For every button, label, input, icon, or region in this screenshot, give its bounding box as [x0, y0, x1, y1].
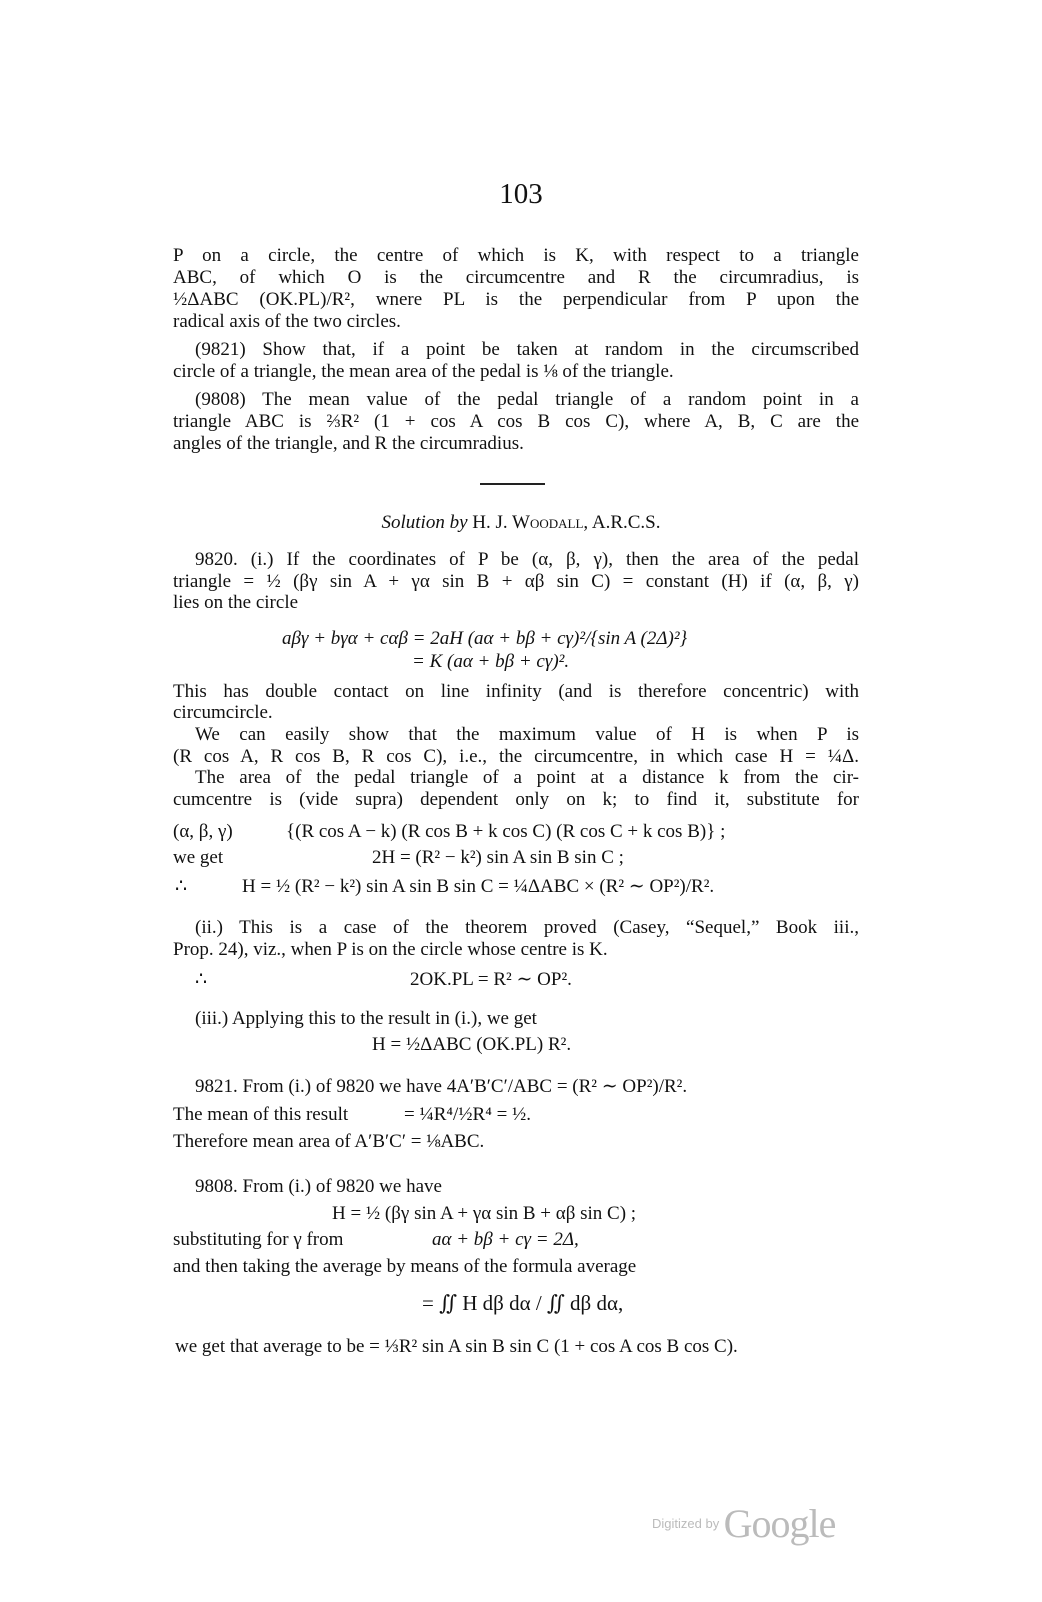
solution-byline: [0, 512, 1042, 534]
google-logo: Google: [723, 1501, 836, 1546]
equation: 2OK.PL = R² ∼ OP².: [410, 969, 572, 990]
therefore-symbol: ∴: [195, 969, 208, 990]
equation: 2H = (R² − k²) sin A sin B sin C ;: [372, 847, 624, 868]
text-line: This has double contact on line infinity (and is therefore concentric) with: [173, 681, 859, 702]
text-line: ABC, of which O is the circumcentre and R the circumradius, is: [173, 267, 859, 288]
text-line: P on a circle, the centre of which is K, with respect to a triangle: [173, 245, 859, 266]
text-line: (ii.) This is a case of the theorem proved (Casey, “Sequel,” Book iii.,: [195, 917, 859, 938]
integral-formula: = ∬ H dβ dα / ∬ dβ dα,: [422, 1291, 624, 1315]
watermark-prefix: Digitized by: [652, 1516, 720, 1531]
text-line: (α, β, γ): [173, 821, 233, 842]
text-line: circumcircle.: [173, 702, 273, 723]
equation: H = ½ (βγ sin A + γα sin B + αβ sin C) ;: [332, 1203, 637, 1224]
problem-9821: (9821) Show that, if a point be taken at random in the circumscribed: [195, 339, 859, 360]
text-line: lies on the circle: [173, 592, 299, 613]
text-line: (R cos A, R cos B, R cos C), i.e., the circumcentre, in which case H = ¼Δ.: [173, 746, 859, 767]
text-line: 9821. From (i.) of 9820 we have 4A′B′C′/ABC = (R² ∼ OP²)/R².: [195, 1076, 688, 1097]
equation: H = ½ΔABC (OK.PL) R².: [372, 1034, 572, 1055]
text-line: substituting for γ from: [173, 1229, 344, 1250]
equation: {(R cos A − k) (R cos B + k cos C) (R cos C + k cos B)} ;: [286, 821, 726, 842]
text-line: 9820. (i.) If the coordinates of P be (α, β, γ), then the area of the pedal: [195, 549, 859, 570]
text-line: We can easily show that the maximum value of H is when P is: [195, 724, 859, 745]
equation: = ¼R⁴/½R⁴ = ½.: [404, 1104, 532, 1125]
text-line: ½ΔABC (OK.PL)/R², wnere PL is the perpendicular from P upon the: [173, 289, 859, 310]
text-line: The mean of this result: [173, 1104, 349, 1125]
text-line: we get that average to be = ⅓R² sin A sin B sin C (1 + cos A cos B cos C).: [175, 1336, 738, 1357]
text-line: radical axis of the two circles.: [173, 311, 401, 332]
text-line: (iii.) Applying this to the result in (i.), we get: [195, 1008, 537, 1029]
google-watermark: [652, 1500, 835, 1547]
text-line: Prop. 24), viz., when P is on the circle whose centre is K.: [173, 939, 608, 960]
section-divider: [480, 483, 545, 485]
text-line: Therefore mean area of A′B′C′ = ⅛ABC.: [173, 1131, 485, 1152]
equation: aβγ + bγα + cαβ = 2aH (aα + bβ + cγ)²/{sin A (2Δ)²}: [282, 628, 688, 649]
text-line: circle of a triangle, the mean area of the pedal is ⅛ of the triangle.: [173, 361, 674, 382]
text-line: The area of the pedal triangle of a point at a distance k from the cir-: [195, 767, 859, 788]
text-line: and then taking the average by means of the formula average: [173, 1256, 637, 1277]
page-number: 103: [499, 178, 543, 210]
text-line: angles of the triangle, and R the circumradius.: [173, 433, 524, 454]
text-line: cumcentre is (vide supra) dependent only on k; to find it, substitute for: [173, 789, 859, 810]
solution-prefix: Solution by: [381, 512, 468, 533]
text-line: triangle = ½ (βγ sin A + γα sin B + αβ sin C) = constant (H) if (α, β, γ): [173, 571, 859, 592]
equation: = K (aα + bβ + cγ)².: [412, 651, 570, 672]
text-line: triangle ABC is ⅔R² (1 + cos A cos B cos C), where A, B, C are the: [173, 411, 859, 432]
therefore-symbol: ∴: [175, 876, 188, 897]
equation: H = ½ (R² − k²) sin A sin B sin C = ¼ΔABC × (R² ∼ OP²)/R².: [242, 876, 715, 897]
solution-author: H. J. Woodall, A.R.C.S.: [472, 512, 661, 533]
text-line: we get: [173, 847, 224, 868]
equation: aα + bβ + cγ = 2Δ,: [432, 1229, 579, 1250]
problem-9808: (9808) The mean value of the pedal triangle of a random point in a: [195, 389, 859, 410]
text-line: 9808. From (i.) of 9820 we have: [195, 1176, 442, 1197]
